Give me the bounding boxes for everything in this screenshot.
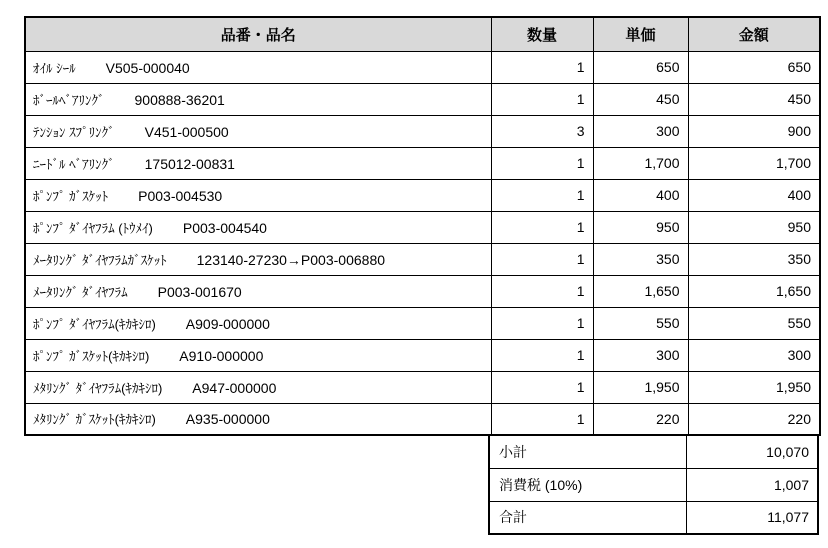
col-header-unit-price: 単価 — [593, 17, 688, 51]
amount-cell: 650 — [688, 51, 820, 83]
qty-cell: 1 — [491, 275, 593, 307]
item-name: ﾎﾟﾝﾌﾟ ﾀﾞｲﾔﾌﾗﾑ(ｷｶｷｼﾛ) — [33, 316, 156, 332]
item-name: ﾎﾟﾝﾌﾟ ﾀﾞｲﾔﾌﾗﾑ (ﾄｳﾒｲ) — [33, 220, 153, 236]
item-cell — [25, 115, 491, 147]
unit-price-cell: 300 — [593, 339, 688, 371]
item-code: 123140-27230→P003-006880 — [196, 251, 386, 268]
item-cell — [25, 243, 491, 275]
qty-cell: 1 — [491, 307, 593, 339]
table-row — [25, 403, 820, 435]
amount-cell: 1,950 — [688, 371, 820, 403]
unit-price-cell: 400 — [593, 179, 688, 211]
item-name: ﾎﾟﾝﾌﾟ ｶﾞｽｹｯﾄ — [33, 188, 109, 204]
qty-cell: 1 — [491, 51, 593, 83]
item-code: A935-000000 — [185, 411, 270, 428]
item-cell — [25, 403, 491, 435]
item-code: A909-000000 — [185, 315, 270, 332]
item-code: V505-000040 — [105, 59, 190, 76]
amount-cell: 950 — [688, 211, 820, 243]
item-code: A947-000000 — [192, 379, 277, 396]
unit-price-cell: 350 — [593, 243, 688, 275]
amount-cell: 350 — [688, 243, 820, 275]
item-name: ﾒｰﾀﾘﾝｸﾞ ﾀﾞｲﾔﾌﾗﾑｶﾞｽｹｯﾄ — [33, 252, 167, 268]
item-name: ﾒﾀﾘﾝｸﾞ ｶﾞｽｹｯﾄ(ｷｶｷｼﾛ) — [33, 412, 156, 428]
qty-cell: 1 — [491, 83, 593, 115]
parts-table — [24, 16, 821, 436]
subtotal-row — [489, 435, 818, 468]
item-name: ﾒﾀﾘﾝｸﾞ ﾀﾞｲﾔﾌﾗﾑ(ｷｶｷｼﾛ) — [33, 380, 163, 396]
unit-price-cell: 1,700 — [593, 147, 688, 179]
amount-cell: 1,650 — [688, 275, 820, 307]
item-name: ﾆｰﾄﾞﾙ ﾍﾞｱﾘﾝｸﾞ — [33, 156, 115, 172]
qty-cell: 1 — [491, 371, 593, 403]
item-cell — [25, 51, 491, 83]
parts-table-body — [25, 51, 820, 435]
tax-row — [489, 468, 818, 501]
item-cell — [25, 147, 491, 179]
tax-label: 消費税 (10%) — [489, 468, 686, 501]
item-code: P003-004530 — [138, 187, 223, 204]
item-code: A910-000000 — [179, 347, 264, 364]
item-cell — [25, 371, 491, 403]
unit-price-cell: 450 — [593, 83, 688, 115]
item-name: ﾎﾟﾝﾌﾟ ｶﾞｽｹｯﾄ(ｷｶｷｼﾛ) — [33, 348, 150, 364]
item-code: P003-004540 — [182, 219, 267, 236]
table-row — [25, 275, 820, 307]
table-row — [25, 211, 820, 243]
table-row — [25, 147, 820, 179]
table-row — [25, 307, 820, 339]
item-cell — [25, 339, 491, 371]
table-row — [25, 51, 820, 83]
item-name: ｵｲﾙ ｼｰﾙ — [33, 60, 76, 76]
col-header-amount: 金額 — [688, 17, 820, 51]
grand-total-value: 11,077 — [686, 501, 818, 534]
table-row — [25, 339, 820, 371]
col-header-quantity: 数量 — [491, 17, 593, 51]
amount-cell: 220 — [688, 403, 820, 435]
grand-total-label: 合計 — [489, 501, 686, 534]
amount-cell: 300 — [688, 339, 820, 371]
amount-cell: 400 — [688, 179, 820, 211]
header-row — [25, 17, 820, 51]
table-row — [25, 371, 820, 403]
subtotal-label: 小計 — [489, 435, 686, 468]
unit-price-cell: 950 — [593, 211, 688, 243]
subtotal-value: 10,070 — [686, 435, 818, 468]
item-code: P003-001670 — [157, 283, 242, 300]
qty-cell: 1 — [491, 147, 593, 179]
qty-cell: 1 — [491, 403, 593, 435]
qty-cell: 1 — [491, 211, 593, 243]
amount-cell: 900 — [688, 115, 820, 147]
qty-cell: 1 — [491, 243, 593, 275]
qty-cell: 1 — [491, 339, 593, 371]
amount-cell: 550 — [688, 307, 820, 339]
tax-value: 1,007 — [686, 468, 818, 501]
amount-cell: 1,700 — [688, 147, 820, 179]
item-cell — [25, 83, 491, 115]
amount-cell: 450 — [688, 83, 820, 115]
unit-price-cell: 550 — [593, 307, 688, 339]
totals-table — [488, 434, 819, 535]
table-row — [25, 243, 820, 275]
unit-price-cell: 300 — [593, 115, 688, 147]
unit-price-cell: 1,650 — [593, 275, 688, 307]
item-cell — [25, 179, 491, 211]
item-code: V451-000500 — [144, 123, 229, 140]
unit-price-cell: 650 — [593, 51, 688, 83]
item-code: 900888-36201 — [134, 91, 225, 108]
qty-cell: 3 — [491, 115, 593, 147]
item-cell — [25, 211, 491, 243]
item-cell — [25, 307, 491, 339]
item-cell — [25, 275, 491, 307]
grand-total-row — [489, 501, 818, 534]
qty-cell: 1 — [491, 179, 593, 211]
parts-table-header — [25, 17, 820, 51]
unit-price-cell: 1,950 — [593, 371, 688, 403]
col-header-part-number-name: 品番・品名 — [25, 17, 491, 51]
item-name: ﾃﾝｼｮﾝ ｽﾌﾟﾘﾝｸﾞ — [33, 124, 115, 140]
table-row — [25, 83, 820, 115]
table-row — [25, 115, 820, 147]
unit-price-cell: 220 — [593, 403, 688, 435]
item-name: ﾒｰﾀﾘﾝｸﾞ ﾀﾞｲﾔﾌﾗﾑ — [33, 284, 128, 300]
item-name: ﾎﾞｰﾙﾍﾞｱﾘﾝｸﾞ — [33, 92, 105, 108]
item-code: 175012-00831 — [144, 155, 235, 172]
table-area — [24, 16, 819, 535]
table-row — [25, 179, 820, 211]
